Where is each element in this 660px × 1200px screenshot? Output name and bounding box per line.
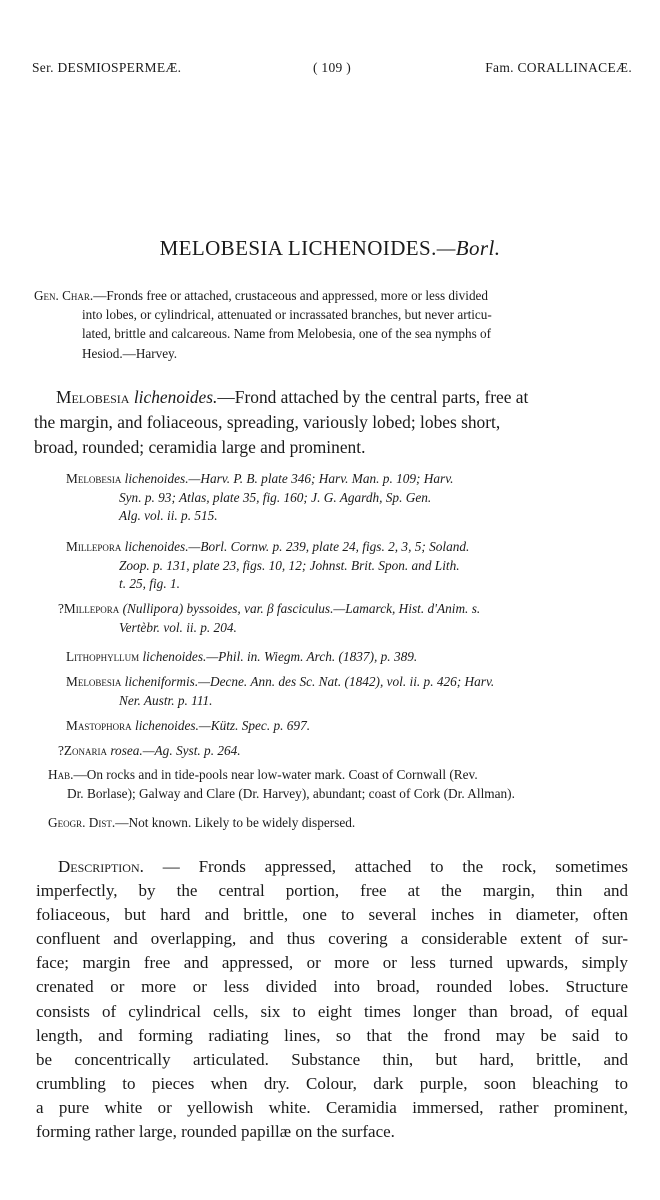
species-title xyxy=(0,236,660,261)
family-heading: Fam. CORALLINACEÆ. xyxy=(485,60,632,75)
species-diagnosis-line: Melobesia lichenoides.—Frond attached by the central parts, free at xyxy=(56,387,529,407)
synonym-genus: Millepora xyxy=(66,539,122,554)
synonym-genus: Lithophyllum xyxy=(66,649,140,664)
description xyxy=(36,855,628,1144)
species-diagnosis-line: the margin, and foliaceous, spreading, variously lobed; lobes short, xyxy=(34,411,501,432)
running-header xyxy=(32,60,632,80)
synonym-entry: ?Zonaria rosea.—Ag. Syst. p. 264. xyxy=(58,743,241,758)
description-label: Description. xyxy=(58,857,144,876)
description-line: crenated or more or less divided into broad, rounded lobes. Structure xyxy=(36,977,628,997)
habitat: Hab.—On rocks and in tide-pools near low-water mark. Coast of Cornwall (Rev. Dr. Borlase); Galway and Clare (Dr. Harvey), abundant; coast of Cork (Dr. Allman). xyxy=(48,767,515,801)
synonym-genus: Millepora xyxy=(63,601,120,616)
synonym-genus: Mastophora xyxy=(66,718,132,733)
description-line: length, and forming radiating lines, so that the frond may be said to xyxy=(36,1025,628,1045)
description-line: forming rather large, rounded papillæ on the surface. xyxy=(36,1122,395,1142)
generic-character xyxy=(34,286,626,363)
geographical-distribution: Geogr. Dist.—Not known. Likely to be widely dispersed. xyxy=(48,815,356,830)
species-authority: —Borl. xyxy=(436,236,501,260)
description-line: Description. — Fronds appressed, attached to the rock, sometimes xyxy=(58,857,628,876)
description-line: consists of cylindrical cells, six to eight times longer than broad, of equal xyxy=(36,1001,628,1021)
synonym-entry: Mastophora lichenoides.—Kütz. Spec. p. 697. xyxy=(66,718,311,733)
species-diagnosis xyxy=(34,385,628,459)
description-line: face; margin free and appressed, or more or less turned upwards, simply xyxy=(36,953,628,973)
synonym-entry: Melobesia lichenoides.—Harv. P. B. plate 346; Harv. Man. p. 109; Harv. Syn. p. 93; Atlas, plate 35, fig. 160; J. G. Agardh, Sp. Gen. Alg. vol. ii. p. 515. xyxy=(66,471,454,524)
synonym-entry: Melobesia licheniformis.—Decne. Ann. des Sc. Nat. (1842), vol. ii. p. 426; Harv. Ner. Austr. p. 111. xyxy=(66,674,495,708)
description-line: confluent and overlapping, and thus covering a considerable extent of sur- xyxy=(36,929,628,949)
description-line: crumbling to pieces when dry. Colour, dark purple, soon bleaching to xyxy=(36,1073,628,1093)
description-line: a pure white or yellowish white. Ceramidia immersed, rather prominent, xyxy=(36,1097,628,1117)
series-heading: Ser. DESMIOSPERMEÆ. xyxy=(32,60,182,75)
generic-character-label: Gen. Char. xyxy=(34,288,94,303)
description-line: imperfectly, by the central portion, free at the margin, thin and xyxy=(36,881,628,901)
generic-character-line: into lobes, or cylindrical, attenuated or incrassated branches, but never articu- xyxy=(82,307,492,323)
synonym-genus: Melobesia xyxy=(66,674,122,689)
synonym-entry: Lithophyllum lichenoides.—Phil. in. Wiegm. Arch. (1837), p. 389. xyxy=(66,649,418,664)
habitat-label: Hab. xyxy=(48,767,74,782)
diagnosis-epithet: lichenoides. xyxy=(133,387,218,407)
description-line: be concentrically articulated. Substance thin, but hard, brittle, and xyxy=(36,1049,628,1069)
synonym-genus: Zonaria xyxy=(63,743,108,758)
generic-character-line: lated, brittle and calcareous. Name from Melobesia, one of the sea nymphs of xyxy=(82,326,492,342)
species-diagnosis-line: broad, rounded; ceramidia large and prominent. xyxy=(34,436,366,457)
generic-character-line: Hesiod.—Harvey. xyxy=(82,345,178,361)
species-name: MELOBESIA LICHENOIDES. xyxy=(159,236,437,260)
diagnosis-genus: Melobesia xyxy=(56,387,130,407)
synonym-entry: Millepora lichenoides.—Borl. Cornw. p. 239, plate 24, figs. 2, 3, 5; Soland. Zoop. p. 131, plate 23, figs. 10, 12; Johnst. Brit. Spon. and Lith. t. 25, fig. 1. xyxy=(66,539,470,592)
generic-character-line: Gen. Char.—Fronds free or attached, crustaceous and appressed, more or less divided xyxy=(34,288,488,303)
page-number: ( 109 ) xyxy=(312,60,352,75)
description-line: foliaceous, but hard and brittle, one to several inches in diameter, often xyxy=(36,905,628,925)
synonym-entry: ?Millepora (Nullipora) byssoides, var. β fasciculus.—Lamarck, Hist. d'Anim. s. Vertèbr. vol. ii. p. 204. xyxy=(58,601,481,635)
distribution-label: Geogr. Dist. xyxy=(48,815,116,830)
synonym-genus: Melobesia xyxy=(66,471,122,486)
